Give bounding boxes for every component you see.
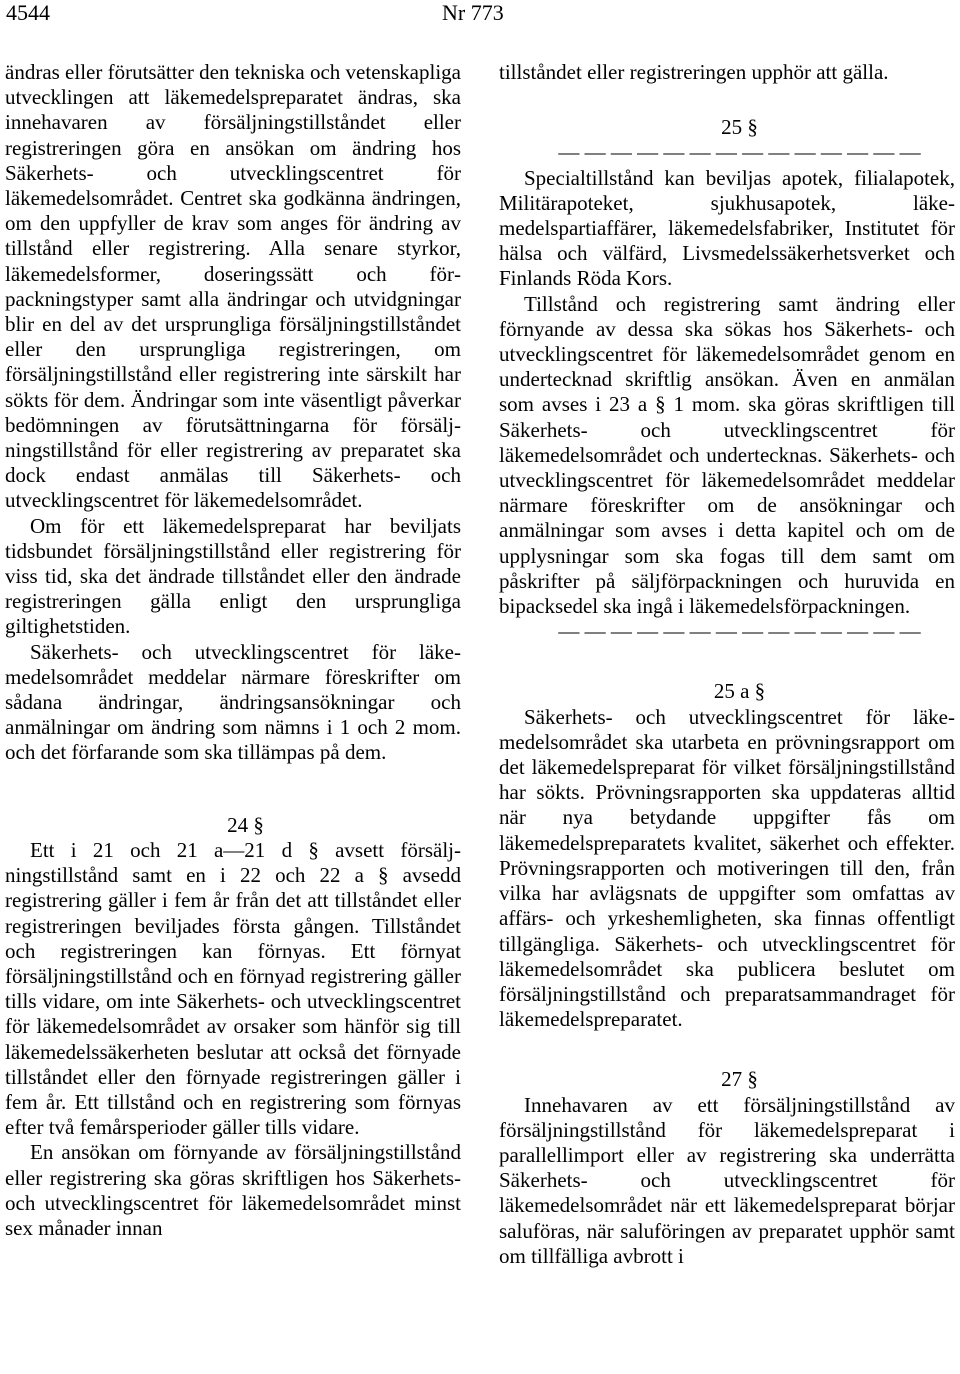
section-heading-27: 27 § [721,1067,758,1092]
issue-number: Nr 773 [442,0,504,25]
omission-mark: — — — — — — — — — — — — — — [558,140,921,165]
left-column [5,60,461,1241]
paragraph: Säkerhets- och utvecklingscentret för läkemedelsområdet ska utarbeta en prövningsrapport om det läkemedelspreparat för vilket försäljningstillstånd har sökts. Prövningsrapporten ska uppdateras alltid när nya betydande uppgifter fås om läkemedelspreparatets kvalitet, säkerhet och effekter. Prövningsrapporten och motiveringen till den, från vilka har avlägsnats de uppgifter som omfattas av affärs- och yrkeshemligheten, ska finnas offentligt tillgängliga. Säkerhets- och utvecklingscentret för läkemedelsområdet ska publicera beslutet om försäljningstillstånd och preparatsammandraget för läkemedelspreparatet. [499,704,955,1032]
paragraph: ändras eller förutsätter den tekniska och vetenskapliga utvecklingen att läkemedelspreparatet ändras, ska innehavaren av försäljningstillståndet eller registreringen göra en ansökan om ändring hos Säkerhets- och utvecklingscentret för läkemedelsområdet. Centret ska godkänna ändringen, om den uppfyller de krav som anges för ändring av tillstånd eller registrering. Alla senare styrkor, läkemedelsformer, doseringssätt och förpackningstyper samt alla ändringar och utvidgningar blir en del av det ursprungliga försäljningstillståndet eller den ursprungliga registreringen, om försäljningstillstånd eller registrering inte särskilt har sökts för dem. Ändringar som inte väsentligt påverkar bedömningen av förutsättningarna för försäljningstillstånd för eller registrering av preparatet ska dock endast anmälas till Säkerhets- och utvecklingscentret för läkemedelsområdet. [5,60,461,513]
paragraph: Specialtillstånd kan beviljas apotek, filialapotek, Militärapoteket, sjukhusapotek, läkemedelspartiaffärer, läkemedelsfabriker, Institutet för hälsa och välfärd, Livsmedelssäkerhetsverket och Finlands Röda Kors. [499,165,955,291]
paragraph: Säkerhets- och utvecklingscentret för läkemedelsområdet meddelar närmare föreskrifter om sådana ändringar, ändringsansökningar och anmälningar om ändring som nämns i 1 och 2 mom. och det förfarande som ska tillämpas på dem. [5,639,461,765]
spacer [499,644,955,679]
right-column [499,60,955,1269]
omission-mark: — — — — — — — — — — — — — — [558,619,921,644]
section-heading-25: 25 § [721,115,758,140]
paragraph: Om för ett läkemedelspreparat har beviljats tidsbundet försäljningstillstånd eller registrering för viss tid, ska det ändrade tillståndet eller den ändrade registreringen gälla enligt den ursprungliga giltighetstiden. [5,513,461,639]
paragraph: Tillstånd och registrering samt ändring eller förnyande av dessa ska sökas hos Säkerhets- och utvecklingscentret för läkemedelsområdet genom en undertecknad skriftlig ansökan. Även en anmälan som avses i 23 a § 1 mom. ska göras skriftligen till Säkerhets- och utvecklingscentret för läkemedelsområdet och undertecknas. Säkerhets- och utvecklingscentret för läkemedelsområdet meddelar närmare föreskrifter om de ansökningar och anmälningar som avses i detta kapitel och om de upplysningar som ska fogas till dem samt om påskrifter på säljförpackningen och huruvida en bipacksedel ska ingå i läkemedelsförpackningen. [499,291,955,619]
spacer [499,85,955,115]
page-header [0,0,960,30]
page-number: 4544 [6,0,50,25]
spacer [499,1032,955,1067]
section-heading-25a: 25 a § [713,679,766,704]
paragraph: Ett i 21 och 21 a—21 d § avsett försäljningstillstånd samt en i 22 och 22 a § avsedd registrering gäller i fem år från det att tillståndet eller registreringen beviljades första gången. Tillståndet och registreringen kan förnyas. Ett förnyat försäljningstillstånd och en förnyad registrering gäller tills vidare, om inte Säkerhets- och utvecklingscentret för läkemedelsområdet av orsaker som hänför sig till läkemedelssäkerheten beslutar att också det förnyade tillståndet eller den förnyade registreringen gäller i fem år. Ett tillstånd och en registrering som förnyas efter två femårsperioder gäller tills vidare. [5,837,461,1140]
spacer [5,766,461,813]
paragraph: En ansökan om förnyande av försäljningstillstånd eller registrering ska göras skriftligen hos Säkerhets- och utvecklingscentret för läkemedelsområdet minst sex månader innan [5,1140,461,1240]
section-heading-24: 24 § [227,812,264,837]
paragraph: tillståndet eller registreringen upphör att gälla. [499,60,889,84]
paragraph: Innehavaren av ett försäljningstillstånd av försäljningstillstånd för läkemedelspreparat i parallellimport eller av registrering ska underrätta Säkerhets- och utvecklingscentret för läkemedelsområdet när ett läkemedelspreparat börjar saluföras, när saluföringen av preparatet upphör samt om tillfälliga avbrott i [499,1092,955,1268]
